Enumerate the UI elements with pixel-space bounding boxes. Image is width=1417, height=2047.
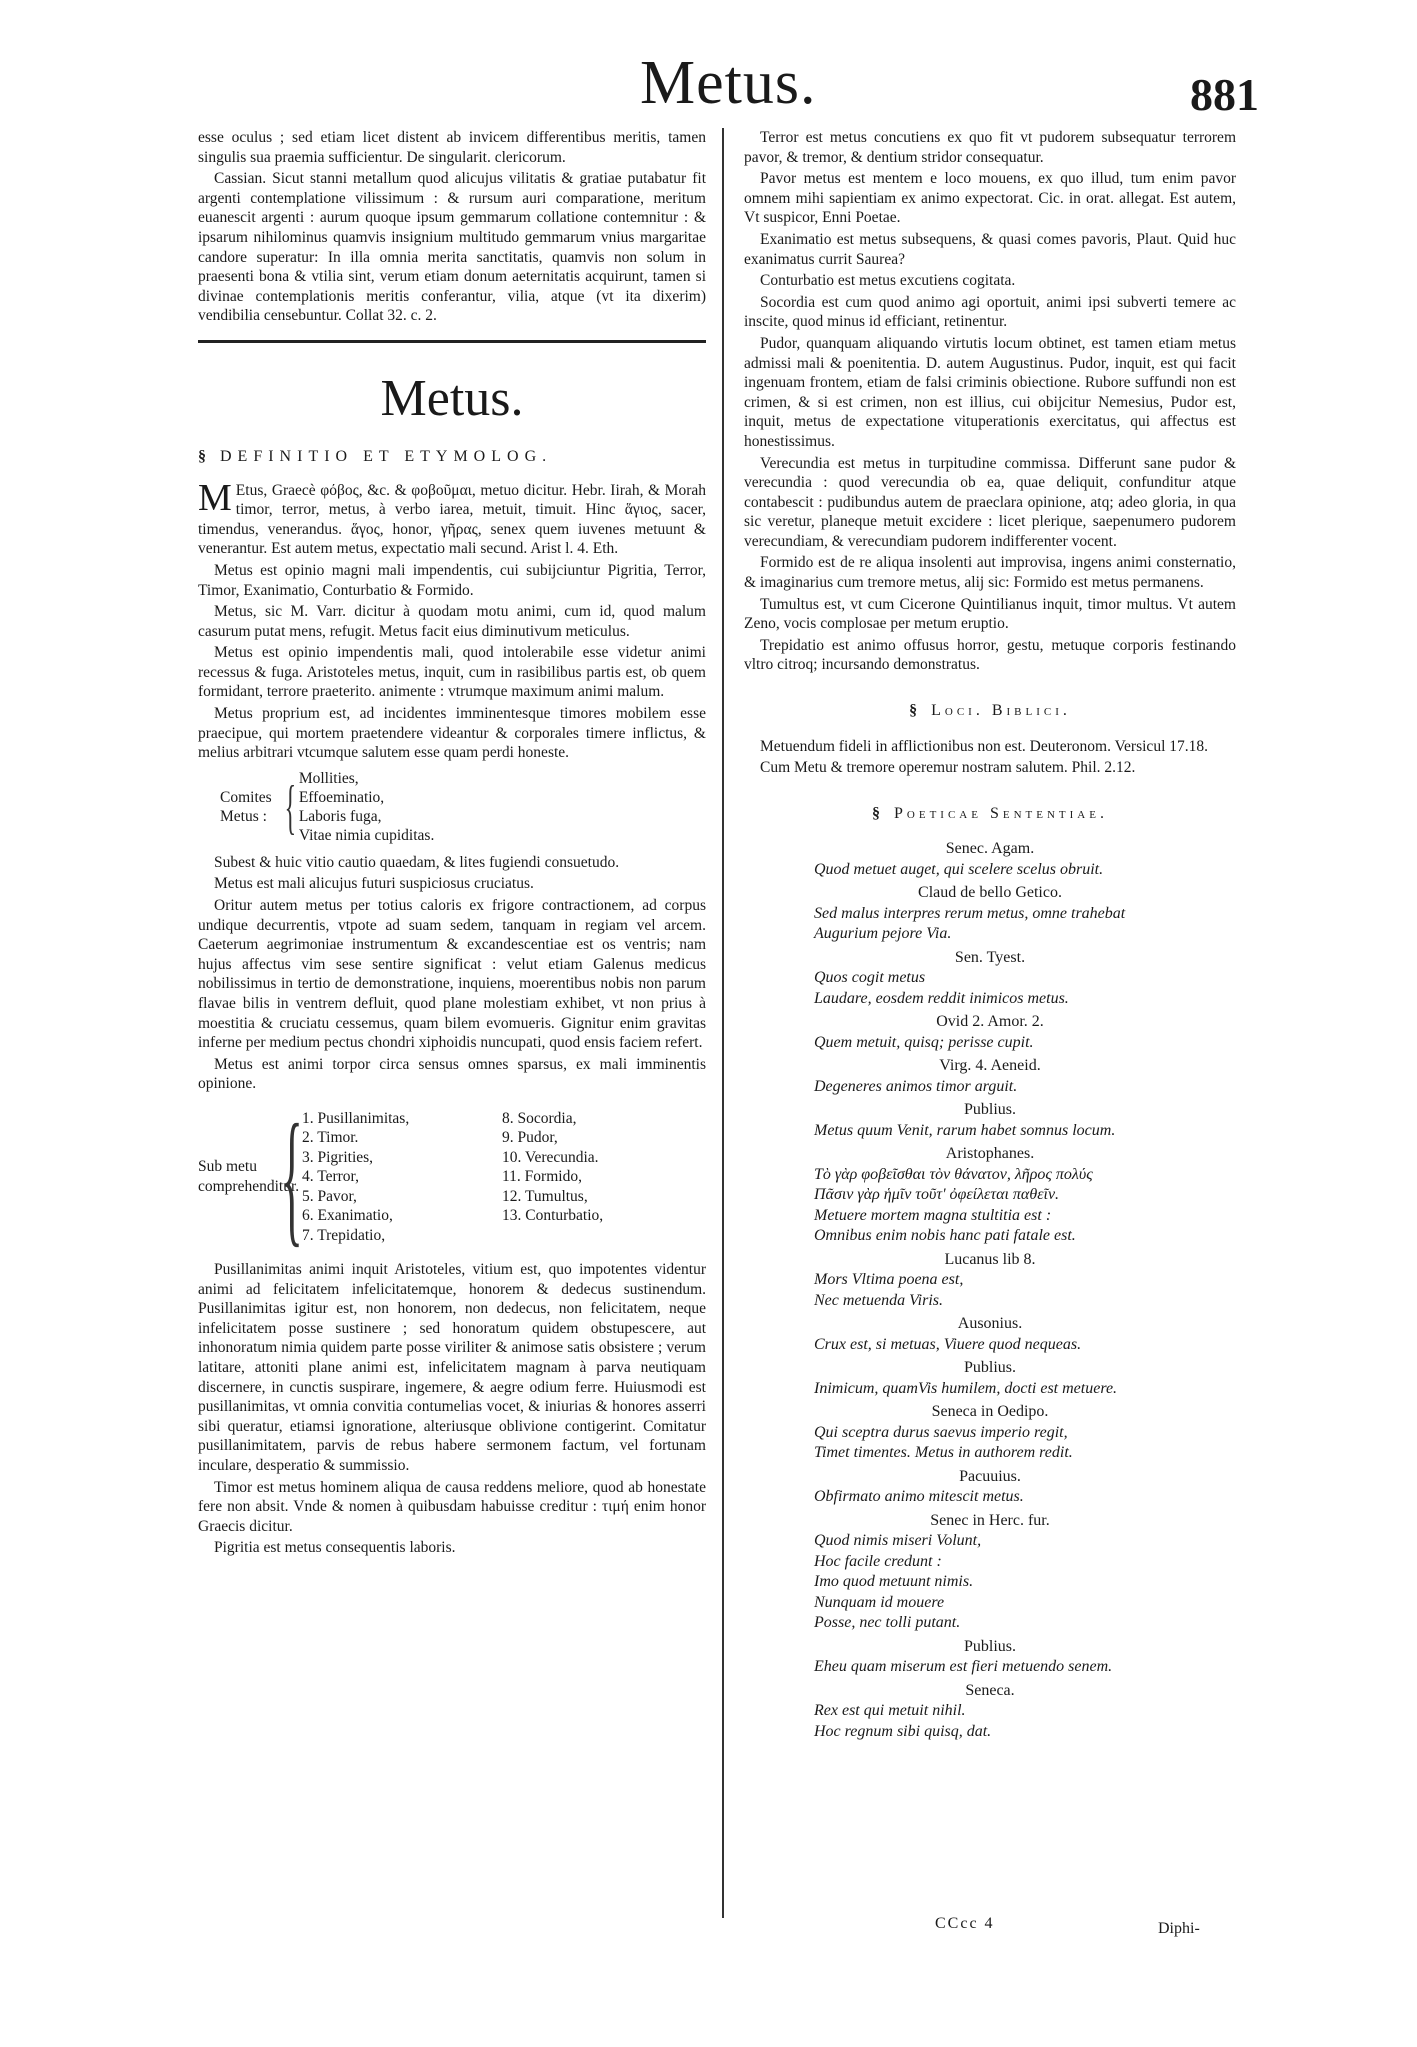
list-item: 7. Trepidatio, bbox=[302, 1226, 386, 1244]
poet-author: Virg. 4. Aeneid. bbox=[939, 1057, 1041, 1075]
running-head: Metus. bbox=[640, 49, 817, 117]
section-mark: § bbox=[198, 447, 206, 465]
page-number: 881 bbox=[1190, 69, 1259, 120]
section-divider bbox=[198, 340, 706, 343]
list-item: 11. Formido, bbox=[502, 1168, 582, 1186]
paragraph: Metus proprium est, ad incidentes imminentesque timores mobilem esse praecipue, qui mortem praetendere videantur & corporales timere inflictus, & melius arbitrari vtcumque salutem esse quam perdi honeste. bbox=[198, 705, 706, 762]
paragraph bbox=[198, 476, 706, 559]
poetry-verse: Omnibus enim nobis hanc pati fatale est. bbox=[814, 1227, 1076, 1245]
poetry-verse: Hoc regnum sibi quisq, dat. bbox=[814, 1722, 992, 1740]
paragraph: Timor est metus hominem aliqua de causa reddens meliore, quod ab honestate fere non absit. Vnde & nomen à quibusdam habuisse creditur : τιμή enim honor Graecis dicitur. bbox=[198, 1478, 706, 1535]
comites-bracket bbox=[220, 769, 706, 845]
paragraph: esse oculus ; sed etiam licet distent ab invicem differentibus meritis, tamen singulis sua praemia sufficientur. De singularit. clericorum. bbox=[198, 129, 706, 166]
sub-metu-list bbox=[302, 1109, 662, 1246]
section-mark: § bbox=[872, 804, 881, 822]
poet-author: Claud de bello Getico. bbox=[918, 884, 1062, 902]
biblici-heading-text: Loci. Biblici. bbox=[931, 702, 1071, 720]
poet-author: Sen. Tyest. bbox=[954, 948, 1026, 966]
poet-author: Aristophanes. bbox=[945, 1145, 1035, 1163]
list-item: 6. Exanimatio, bbox=[302, 1207, 393, 1225]
right-column bbox=[744, 128, 1236, 1742]
paragraph: Pavor metus est mentem e loco mouens, ex quo illud, tum enim pavor omnem mihi sapientiam ex animo expectorat. Cic. in orat. allegat. Est autem, Vt suspicor, Enni Poetae. bbox=[744, 170, 1236, 227]
poetry-verse: Degeneres animos timor arguit. bbox=[814, 1077, 1018, 1095]
list-item: 10. Verecundia. bbox=[502, 1148, 599, 1166]
paragraph: Tumultus est, vt cum Cicerone Quintilianus inquit, timor multus. Vt autem Zeno, vocis complosae per metum eruptio. bbox=[744, 595, 1236, 633]
paragraph: Cassian. Sicut stanni metallum quod alicujus vilitatis & gratiae putabatur fit argenti contemplatione vilissimum : & rursum auri comparatione, meritum euanescit argenti : aurum quoque ipsum gemmarum collatione contemnitur : & ipsarum nihilominus quamvis insignium multitudo gemmarum vnius margaritae candore superatur: In illa omnia merita sanctitatis, quamvis non solum in praesenti bona & vtilia sint, verum etiam donum aeternitatis acquirunt, tamen si divinae contemplationis meritis conferantur, vilia, atque (vt ita dixerim) vendibilia censebuntur. Collat 32. c. 2. bbox=[198, 170, 706, 325]
section-title: Metus. bbox=[380, 369, 524, 427]
catchword: Diphi- bbox=[1158, 1920, 1200, 1937]
poet-author: Publius. bbox=[963, 1637, 1016, 1655]
list-item: 13. Conturbatio, bbox=[502, 1207, 604, 1225]
bible-reference: Metuendum fideli in afflictionibus non est. Deuteronom. Versicul 17.18. bbox=[760, 737, 1208, 755]
list-item: 4. Terror, bbox=[302, 1168, 359, 1186]
poet-author: Pacuuius. bbox=[959, 1467, 1021, 1485]
paragraph: Exanimatio est metus subsequens, & quasi comes pavoris, Plaut. Quid huc exanimatus currit Saurea? bbox=[744, 230, 1236, 268]
poetry-verse: Imo quod metuunt nimis. bbox=[814, 1573, 974, 1591]
poetry-verse: Hoc facile credunt : bbox=[814, 1552, 942, 1570]
poetry-verse: Metuere mortem magna stultitia est : bbox=[814, 1206, 1052, 1224]
list-item: Effoeminatio, bbox=[298, 788, 385, 806]
list-item bbox=[502, 1226, 662, 1246]
poet-author: Lucanus lib 8. bbox=[944, 1250, 1036, 1268]
definitio-heading-text: DEFINITIO ET ETYMOLOG. bbox=[220, 447, 553, 465]
poetry-verse: Eheu quam miserum est fieri metuendo senem. bbox=[814, 1658, 1113, 1676]
poetry-verse: Timet timentes. Metus in authorem redit. bbox=[814, 1444, 1073, 1462]
comites-list bbox=[299, 769, 435, 845]
poetry-verse: Quod nimis miseri Volunt, bbox=[814, 1532, 982, 1550]
poet-author: Seneca in Oedipo. bbox=[931, 1403, 1049, 1421]
paragraph: Pudor, quanquam aliquando virtutis locum obtinet, est tamen etiam metus admissi mali & poenitentia. D. autem Augustinus. Pudor, inquit, est qui facit ingenuam frontem, etiam de falsi criminis obiectione. Rubore suffundi non est crimen, & si est crimen, non est illius, cui obijcitur Nemesius, Pudor est, inquit, metus de expectatione vituperationis exercitatus, qui affectus est honestissimus. bbox=[744, 334, 1236, 450]
paragraph: Verecundia est metus in turpitudine commissa. Differunt sane pudor & verecundia : quod verecundia ob ea, quae deliquit, confunditur atque contabescit : pudibundus autem de praeclara opinione, atq; adeo gloria, in qua sic veretur, planeque metuit excidere : licet plerique, saepenumero pudorem verecundiam, & verecundiam pudorem indifferenter vocent. bbox=[744, 454, 1236, 550]
paragraph: Metus, sic M. Varr. dicitur à quodam motu animi, cum id, quod malum casurum putat mens, refugit. Metus facit eius diminutivum meticulus. bbox=[198, 603, 706, 640]
sub-metu-bracket bbox=[198, 1093, 706, 1260]
comites-label: Comites Metus : bbox=[220, 788, 272, 825]
list-item: 2. Timor. bbox=[302, 1129, 359, 1147]
poetry-verse: Posse, nec tolli putant. bbox=[814, 1614, 961, 1632]
poet-author: Publius. bbox=[963, 1101, 1016, 1119]
list-item: 5. Pavor, bbox=[302, 1187, 357, 1205]
definitio-heading bbox=[198, 447, 706, 467]
poetry-verse: Nunquam id mouere bbox=[814, 1593, 945, 1611]
list-item: Vitae nimia cupiditas. bbox=[298, 826, 435, 844]
poetry-verse: Qui sceptra durus saevus imperio regit, bbox=[814, 1423, 1068, 1441]
paragraph: Socordia est cum quod animo agi oportuit, animi ipsi subverti temere ac inscite, quod minus id efficiant, retinentur. bbox=[744, 293, 1236, 331]
paragraph: Pigritia est metus consequentis laboris. bbox=[214, 1539, 456, 1557]
poet-author: Senec in Herc. fur. bbox=[930, 1511, 1050, 1529]
biblici-heading bbox=[744, 701, 1236, 721]
poetry-verse: Augurium pejore Via. bbox=[814, 925, 952, 943]
poetry-verse: Sed malus interpres rerum metus, omne trahebat bbox=[814, 904, 1126, 922]
poetry-verse: Metus quum Venit, rarum habet somnus locum. bbox=[814, 1121, 1116, 1139]
brace: { bbox=[284, 773, 297, 840]
list-item: 1. Pusillanimitas, bbox=[302, 1109, 410, 1127]
poetry-verse: Crux est, si metuas, Viuere quod nequeas. bbox=[814, 1335, 1082, 1353]
paragraph: Terror est metus concutiens ex quo fit vt pudorem subsequatur terrorem pavor, & tremor, & dentium stridor consequatur. bbox=[744, 129, 1236, 166]
left-column bbox=[198, 128, 706, 1560]
paragraph: Conturbatio est metus excutiens cogitata. bbox=[760, 272, 1016, 290]
poetry-verse: Τὸ γὰρ φοβεῖσθαι τὸν θάνατον, λῆρος πολύς bbox=[814, 1165, 1093, 1183]
paragraph: Metus est opinio magni mali impendentis, cui subijciuntur Pigritia, Terror, Timor, Exanimatio, Conturbatio & Formido. bbox=[198, 561, 706, 599]
column-rule bbox=[722, 128, 724, 1918]
poet-author: Seneca. bbox=[965, 1681, 1015, 1699]
poeticae-heading-text: Poeticae Sententiae. bbox=[894, 804, 1108, 822]
paragraph: Metus est mali alicujus futuri suspiciosus cruciatus. bbox=[214, 875, 534, 893]
poet-author: Senec. Agam. bbox=[945, 840, 1035, 858]
paragraph-text: Etus, Graecè φόβος, &c. & φοβοῦμαι, metuo dicitur. Hebr. Iirah, & Morah timor, terror, metus, à verbo iarea, metuit, timuit. Hinc ἅγιος, sacer, timendus, venerandus. ἅγος, honor, γῆρας, senex quem iuvenes metuunt & venerantur. Est autem metus, expectatio mali secund. Arist l. 4. Eth. bbox=[198, 481, 706, 558]
paragraph: Formido est de re aliqua insolenti aut improvisa, ingens animi consternatio, & imaginarius cum tremore metus, alij sic: Formido est metus permanens. bbox=[744, 554, 1236, 592]
paragraph: Pusillanimitas animi inquit Aristoteles, vitium est, quo impotentes videntur animi ad felicitatem infelicitatemque, honorem & dedecus sustinendum. Pusillanimitas igitur est, non honorem, non dedecus, non felicitatem, neque infelicitatem posse sustinere ; sed honoratum quidem obstupescere, aut inhonoratum nimia quidem parte posse viriliter & animose satis obsistere ; verum latitare, attoniti plane animi est, infelicitatem magnam à parva neutiquam discernere, in cunctis suspirare, ingemere, & aegre odium ferre. Huiusmodi est pusillanimitas, vt omnia convitia contumelias vocet, & iniurias & honores asserri sibi queratur, etiamsi ignoratione, alteriusque oblivione contigerint. Comitatur pusillanimitatem, parvis de rebus habere sermonem factum, vel fortunam inculare, desperatio & summissio. bbox=[198, 1260, 706, 1474]
paragraph: Metus est opinio impendentis mali, quod intolerabile esse videtur animi recessus & fuga. Aristoteles metus, inquit, cum in rasibilibus partis est, ob quem formidant, terrore praeterito. animente : vtrumque maximum animi malum. bbox=[198, 644, 706, 701]
list-item: 8. Socordia, bbox=[502, 1109, 577, 1127]
bible-reference: Cum Metu & tremore operemur nostram salutem. Phil. 2.12. bbox=[760, 759, 1136, 777]
poeticae-heading bbox=[744, 804, 1236, 824]
drop-cap: M bbox=[198, 476, 232, 519]
poetry-verse: Laudare, eosdem reddit inimicos metus. bbox=[814, 989, 1069, 1007]
poetry-verse: Quod metuet auget, qui scelere scelus obruit. bbox=[814, 860, 1104, 878]
paragraph: Trepidatio est animo offusus horror, gestu, metuque corporis festinando vltro citroq; incursando demonstratus. bbox=[744, 636, 1236, 674]
paragraph: Oritur autem metus per totius caloris ex frigore contractionem, ad corpus undique decurrentis, vtpote ad suam sedem, tanquam in regiam vel arcem. Caeterum aegrimoniae instrumentum & excandescentiae est os ventris; nam hujus affectus vim sese sentire significat : velut etiam Galenus medicus nobilissimus in tertio de demonstratione, inquiens, moerentibus nobis non parum flavae bilis in ventrem defluit, quod plane molestiam exhibet, vt non prius à moestitia & cruciatu cessemus, quam bilem evomueris. Gignitur enim gravitas inferne per medium pectus chondri xiphoidis nuncupati, quod ensis faciem refert. bbox=[198, 897, 706, 1052]
list-item: 12. Tumultus, bbox=[502, 1187, 588, 1205]
poetry-verse: Nec metuenda Viris. bbox=[814, 1291, 944, 1309]
list-item: 9. Pudor, bbox=[502, 1129, 558, 1147]
poet-author: Ausonius. bbox=[957, 1315, 1023, 1333]
brace: { bbox=[281, 1093, 303, 1260]
sub-metu-label: Sub metu comprehenditur. bbox=[198, 1157, 300, 1195]
poetry-verse: Πᾶσιν γὰρ ἡμῖν τοῦτ' ὀφείλεται παθεῖν. bbox=[814, 1186, 1060, 1204]
poetry-verse: Inimicum, quamVis humilem, docti est metuere. bbox=[814, 1379, 1118, 1397]
poetry-verse: Quem metuit, quisq; perisse cupit. bbox=[814, 1033, 1034, 1051]
paragraph: Metus est animi torpor circa sensus omnes sparsus, ex mali imminentis opinione. bbox=[198, 1055, 706, 1093]
poetry-verse: Mors Vltima poena est, bbox=[814, 1271, 964, 1289]
poetry-verse: Rex est qui metuit nihil. bbox=[814, 1702, 966, 1720]
section-mark: § bbox=[909, 702, 918, 720]
paragraph: Subest & huic vitio cautio quaedam, & lites fugiendi consuetudo. bbox=[214, 853, 620, 871]
list-item: 3. Pigrities, bbox=[302, 1148, 374, 1166]
poetry-verse: Quos cogit metus bbox=[814, 969, 926, 987]
poetry-list bbox=[744, 839, 1236, 1742]
list-item: Laboris fuga, bbox=[298, 807, 382, 825]
poetry-verse: Obfirmato animo mitescit metus. bbox=[814, 1488, 1024, 1506]
poet-author: Ovid 2. Amor. 2. bbox=[936, 1013, 1044, 1031]
signature-mark: CCcc 4 bbox=[935, 1915, 995, 1932]
list-item: Mollities, bbox=[298, 769, 359, 787]
poet-author: Publius. bbox=[963, 1359, 1016, 1377]
